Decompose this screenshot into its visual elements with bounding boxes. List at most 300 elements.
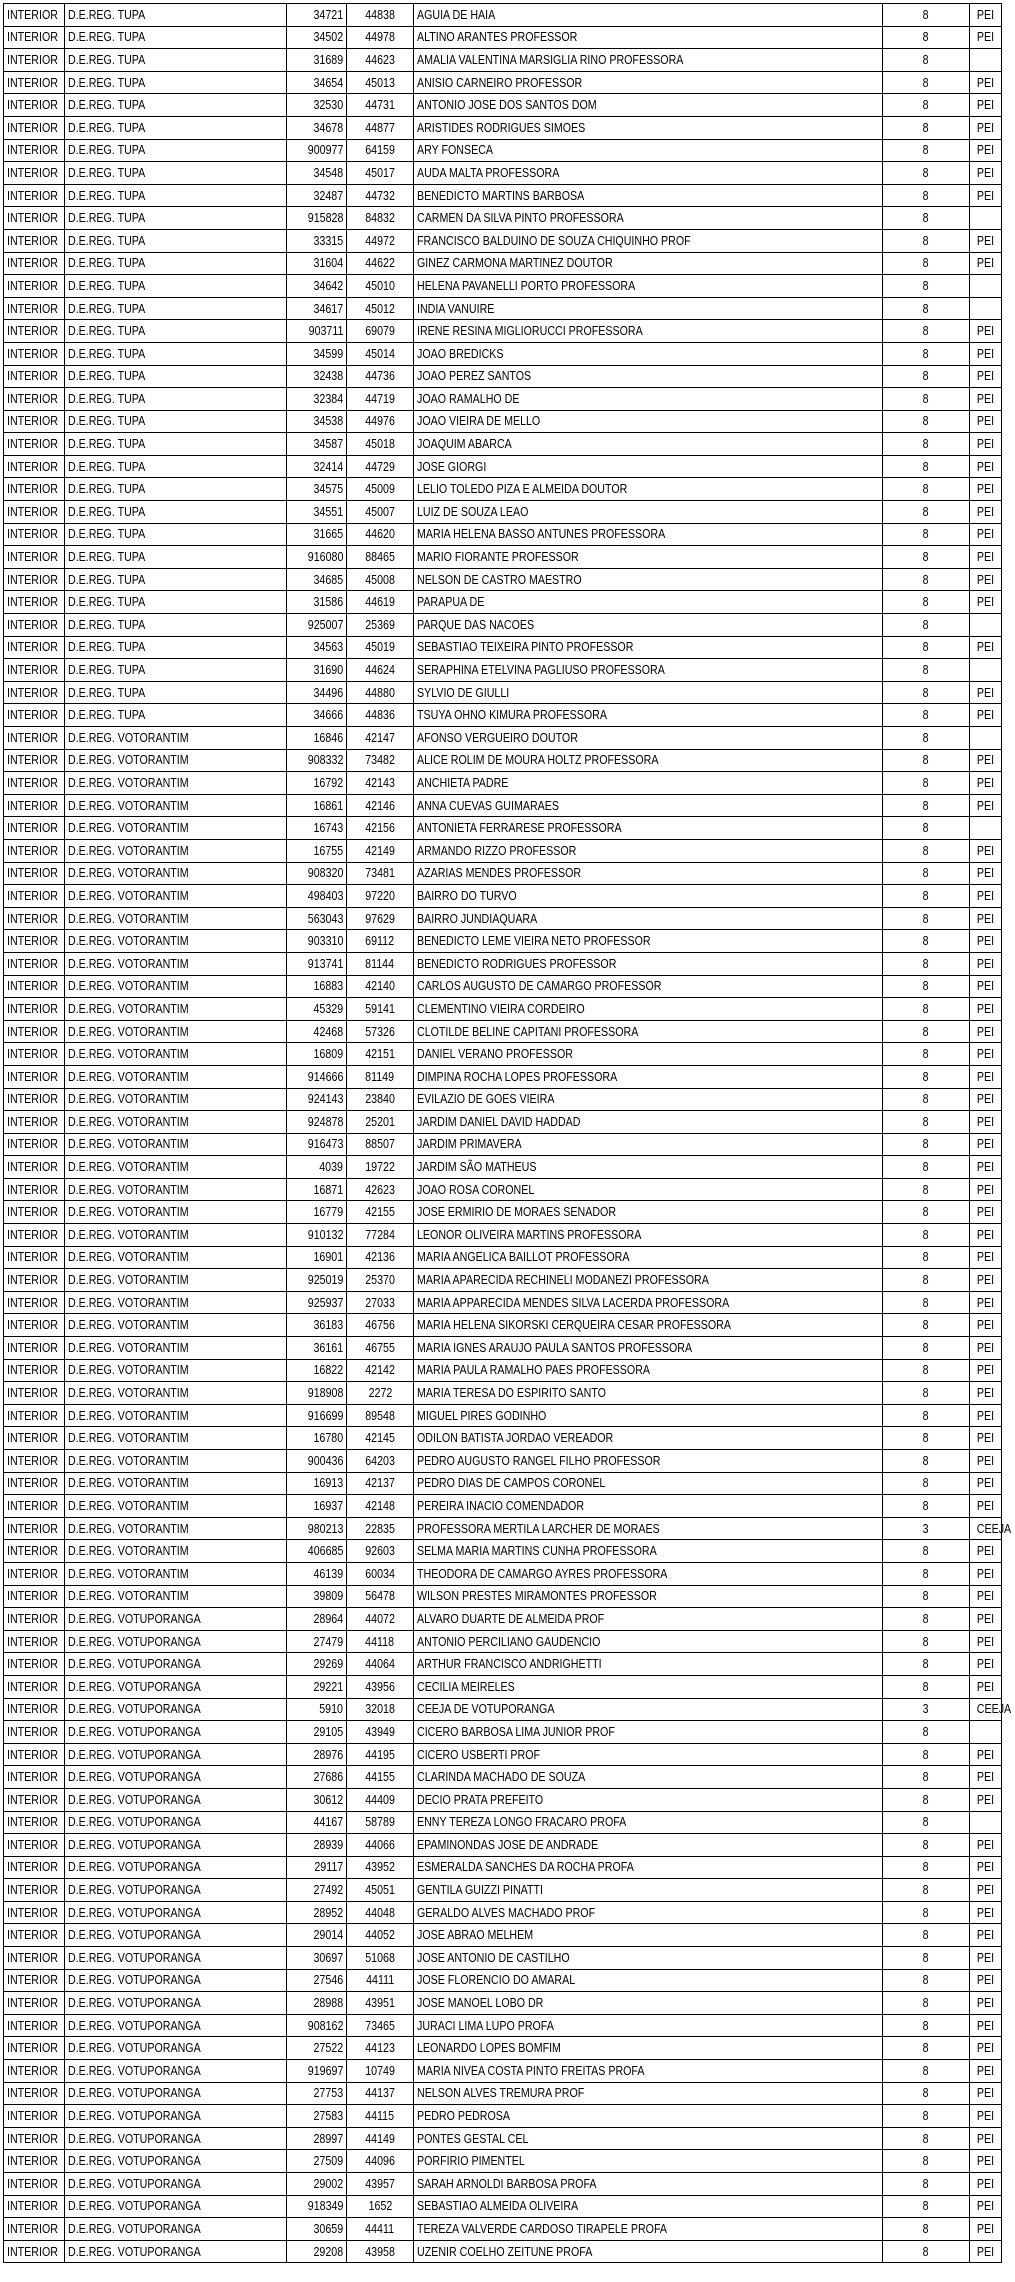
type-code-text: 8 [923,142,929,158]
cie-code-text: 27492 [313,1882,343,1898]
program-cell [970,1585,1002,1608]
type-code-text: 8 [923,2243,929,2259]
region-cell [4,252,65,275]
region-text: INTERIOR [7,1407,58,1423]
program-text: PEI [976,1543,995,1559]
school-name-cell [414,1675,883,1698]
program-cell [970,952,1002,975]
unit-code-cell [347,1788,414,1811]
type-code-text: 3 [923,1701,929,1717]
school-name-text: ENNY TEREZA LONGO FRACARO PROFA [417,1814,627,1830]
cie-code-text: 31690 [313,662,343,678]
region-cell [4,975,65,998]
region-text: INTERIOR [7,1091,58,1107]
directorate-text: D.E.REG. TUPA [68,707,146,723]
unit-code-cell [347,71,414,94]
program-cell [970,2150,1002,2173]
directorate-cell [65,1427,287,1450]
type-code-cell [883,1856,970,1879]
cie-code-cell [287,1811,347,1834]
cie-code-text: 34678 [313,119,343,135]
type-code-cell [883,1562,970,1585]
type-code-cell [883,907,970,930]
type-code-text: 8 [923,2040,929,2056]
region-text: INTERIOR [7,571,58,587]
school-list-table [3,3,1012,2263]
region-cell [4,2127,65,2150]
type-code-text: 8 [923,865,929,881]
program-text: PEI [976,1000,995,1016]
program-cell [970,71,1002,94]
school-name-text: SARAH ARNOLDI BARBOSA PROFA [417,2175,597,2191]
unit-code-text: 81149 [365,1068,395,1084]
region-text: INTERIOR [7,549,58,565]
program-text: PEI [976,865,995,881]
school-name-cell [414,636,883,659]
type-code-cell [883,1291,970,1314]
unit-code-text: 44066 [365,1836,395,1852]
type-code-cell [883,1427,970,1450]
directorate-text: D.E.REG. VOTUPORANGA [68,2198,201,2214]
cie-code-text: 916699 [307,1407,343,1423]
region-cell [4,501,65,524]
program-cell [970,546,1002,569]
directorate-cell [65,1630,287,1653]
directorate-text: D.E.REG. VOTORANTIM [68,1272,189,1288]
directorate-text: D.E.REG. VOTUPORANGA [68,2130,201,2146]
unit-code-cell [347,1540,414,1563]
type-code-text: 8 [923,1543,929,1559]
directorate-cell [65,1834,287,1857]
cie-code-cell [287,1721,347,1744]
school-name-cell [414,229,883,252]
type-code-text: 8 [923,887,929,903]
directorate-cell [65,1337,287,1360]
region-text: INTERIOR [7,51,58,67]
type-code-cell [883,772,970,795]
school-name-text: JOSE GIORGI [417,458,487,474]
program-text: PEI [976,1769,995,1785]
directorate-text: D.E.REG. VOTUPORANGA [68,1746,201,1762]
school-name-cell [414,1743,883,1766]
unit-code-text: 42623 [365,1181,395,1197]
unit-code-cell [347,1856,414,1879]
cie-code-cell [287,94,347,117]
table-row [4,26,1002,49]
unit-code-text: 77284 [365,1226,395,1242]
school-name-cell [414,342,883,365]
school-name-cell [414,162,883,185]
unit-code-cell [347,546,414,569]
directorate-text: D.E.REG. VOTUPORANGA [68,1814,201,1830]
program-cell [970,1608,1002,1631]
cie-code-text: 31689 [313,51,343,67]
cie-code-cell [287,523,347,546]
directorate-text: D.E.REG. TUPA [68,6,146,22]
program-text: PEI [976,232,995,248]
school-name-cell [414,388,883,411]
unit-code-cell [347,636,414,659]
table-row [4,2127,1002,2150]
program-text: PEI [976,119,995,135]
region-text: INTERIOR [7,1159,58,1175]
type-code-cell [883,2240,970,2263]
directorate-cell [65,930,287,953]
program-cell [970,478,1002,501]
unit-code-text: 73465 [365,2017,395,2033]
school-name-cell [414,749,883,772]
table-row [4,342,1002,365]
cie-code-text: 30659 [313,2220,343,2236]
directorate-text: D.E.REG. VOTUPORANGA [68,1836,201,1852]
program-cell [970,116,1002,139]
school-name-text: MARIA APARECIDA RECHINELI MODANEZI PROFESSORA [417,1272,709,1288]
cie-code-text: 34496 [313,684,343,700]
unit-code-cell [347,591,414,614]
table-row [4,252,1002,275]
program-text: PEI [976,1046,995,1062]
program-cell [970,388,1002,411]
program-cell [970,229,1002,252]
program-text: PEI [976,887,995,903]
cie-code-cell [287,839,347,862]
cie-code-cell [287,1269,347,1292]
region-cell [4,229,65,252]
program-text: PEI [976,1226,995,1242]
type-code-cell [883,478,970,501]
cie-code-text: 28988 [313,1995,343,2011]
program-cell [970,704,1002,727]
directorate-cell [65,229,287,252]
school-name-text: ARY FONSECA [417,142,494,158]
region-cell [4,1585,65,1608]
unit-code-text: 44624 [365,662,395,678]
table-row [4,478,1002,501]
school-name-cell [414,1450,883,1473]
unit-code-text: 73481 [365,865,395,881]
school-name-cell [414,975,883,998]
region-cell [4,1111,65,1134]
cie-code-cell [287,1495,347,1518]
unit-code-text: 44048 [365,1904,395,1920]
directorate-cell [65,727,287,750]
directorate-cell [65,2105,287,2128]
unit-code-text: 44409 [365,1791,395,1807]
school-name-cell [414,1721,883,1744]
region-cell [4,2195,65,2218]
unit-code-text: 56478 [365,1588,395,1604]
region-cell [4,1811,65,1834]
table-row [4,998,1002,1021]
directorate-text: D.E.REG. TUPA [68,390,146,406]
cie-code-text: 918349 [307,2198,343,2214]
unit-code-cell [347,4,414,27]
region-text: INTERIOR [7,1972,58,1988]
type-code-text: 8 [923,1836,929,1852]
region-text: INTERIOR [7,526,58,542]
cie-code-text: 563043 [307,910,343,926]
school-name-text: IRENE RESINA MIGLIORUCCI PROFESSORA [417,323,643,339]
unit-code-cell [347,229,414,252]
program-text: PEI [976,639,995,655]
cie-code-text: 28939 [313,1836,343,1852]
table-row [4,2195,1002,2218]
type-code-cell [883,2082,970,2105]
type-code-cell [883,1630,970,1653]
table-row [4,1585,1002,1608]
program-text: PEI [976,1497,995,1513]
type-code-text: 8 [923,277,929,293]
type-code-text: 8 [923,2198,929,2214]
region-text: INTERIOR [7,481,58,497]
unit-code-text: 44111 [365,1972,395,1988]
cie-code-cell [287,1540,347,1563]
table-row [4,1495,1002,1518]
unit-code-cell [347,1043,414,1066]
directorate-text: D.E.REG. VOTORANTIM [68,1226,189,1242]
cie-code-text: 16792 [313,774,343,790]
type-code-cell [883,2060,970,2083]
school-name-cell [414,1992,883,2015]
cie-code-text: 16937 [313,1497,343,1513]
region-cell [4,1404,65,1427]
school-name-cell [414,1834,883,1857]
program-text: PEI [976,2220,995,2236]
school-name-text: NELSON ALVES TREMURA PROF [417,2085,585,2101]
directorate-text: D.E.REG. VOTUPORANGA [68,2175,201,2191]
school-name-text: PEDRO PEDROSA [417,2108,511,2124]
type-code-cell [883,659,970,682]
cie-code-text: 27583 [313,2108,343,2124]
unit-code-text: 44736 [365,368,395,384]
program-text: PEI [976,1859,995,1875]
school-name-text: DANIEL VERANO PROFESSOR [417,1046,573,1062]
region-cell [4,207,65,230]
program-text: PEI [976,1249,995,1265]
table-row [4,1562,1002,1585]
school-name-text: ESMERALDA SANCHES DA ROCHA PROFA [417,1859,634,1875]
directorate-cell [65,1450,287,1473]
unit-code-cell [347,1653,414,1676]
school-name-cell [414,49,883,72]
directorate-text: D.E.REG. TUPA [68,29,146,45]
program-text: PEI [976,1836,995,1852]
school-name-text: CEEJA DE VOTUPORANGA [417,1701,555,1717]
cie-code-text: 925007 [307,616,343,632]
type-code-cell [883,1382,970,1405]
unit-code-text: 44155 [365,1769,395,1785]
cie-code-cell [287,1585,347,1608]
program-text: PEI [976,1181,995,1197]
unit-code-text: 44729 [365,458,395,474]
program-cell [970,433,1002,456]
type-code-text: 8 [923,458,929,474]
program-text: PEI [976,797,995,813]
type-code-text: 8 [923,29,929,45]
program-text: PEI [976,1294,995,1310]
directorate-text: D.E.REG. TUPA [68,210,146,226]
school-name-text: SEBASTIAO TEIXEIRA PINTO PROFESSOR [417,639,634,655]
unit-code-text: 27033 [365,1294,395,1310]
cie-code-text: 34548 [313,164,343,180]
region-text: INTERIOR [7,1836,58,1852]
type-code-text: 8 [923,1000,929,1016]
type-code-cell [883,1585,970,1608]
directorate-text: D.E.REG. VOTORANTIM [68,1000,189,1016]
table-row [4,1224,1002,1247]
unit-code-text: 44064 [365,1656,395,1672]
program-text: PEI [976,978,995,994]
program-cell [970,1178,1002,1201]
school-name-text: ALICE ROLIM DE MOURA HOLTZ PROFESSORA [417,752,659,768]
directorate-cell [65,1947,287,1970]
cie-code-text: 34685 [313,571,343,587]
directorate-cell [65,1111,287,1134]
table-row [4,455,1002,478]
school-name-text: BAIRRO DO TURVO [417,887,517,903]
region-text: INTERIOR [7,345,58,361]
school-name-text: DIMPINA ROCHA LOPES PROFESSORA [417,1068,618,1084]
program-text: PEI [976,1023,995,1039]
school-name-cell [414,207,883,230]
unit-code-text: 43949 [365,1723,395,1739]
directorate-cell [65,1766,287,1789]
table-row [4,297,1002,320]
program-text: PEI [976,481,995,497]
type-code-text: 8 [923,436,929,452]
cie-code-cell [287,1337,347,1360]
cie-code-cell [287,455,347,478]
table-row [4,907,1002,930]
unit-code-cell [347,614,414,637]
school-name-cell [414,2060,883,2083]
directorate-cell [65,139,287,162]
region-text: INTERIOR [7,1610,58,1626]
type-code-text: 8 [923,594,929,610]
cie-code-text: 32414 [313,458,343,474]
program-cell [970,1043,1002,1066]
type-code-text: 8 [923,955,929,971]
region-cell [4,1834,65,1857]
directorate-cell [65,2218,287,2241]
cie-code-text: 29117 [314,1859,343,1875]
school-name-text: JOAO RAMALHO DE [417,390,520,406]
program-cell [970,749,1002,772]
cie-code-cell [287,749,347,772]
directorate-cell [65,2240,287,2263]
cie-code-text: 27546 [313,1972,343,1988]
table-row [4,184,1002,207]
school-name-cell [414,184,883,207]
program-text: PEI [976,774,995,790]
region-text: INTERIOR [7,1723,58,1739]
school-name-text: MARIA PAULA RAMALHO PAES PROFESSORA [417,1362,651,1378]
program-cell [970,1992,1002,2015]
directorate-cell [65,26,287,49]
table-row [4,546,1002,569]
program-text: PEI [976,1452,995,1468]
cie-code-cell [287,975,347,998]
region-cell [4,817,65,840]
cie-code-text: 28964 [313,1610,343,1626]
unit-code-cell [347,817,414,840]
unit-code-cell [347,1630,414,1653]
table-row [4,2173,1002,2196]
unit-code-text: 69079 [365,323,395,339]
unit-code-text: 44411 [365,2220,395,2236]
region-text: INTERIOR [7,1430,58,1446]
unit-code-cell [347,952,414,975]
program-text: PEI [976,1927,995,1943]
program-cell [970,1743,1002,1766]
directorate-cell [65,388,287,411]
region-text: INTERIOR [7,842,58,858]
program-cell [970,1766,1002,1789]
school-name-text: ANTONIO PERCILIANO GAUDENCIO [417,1633,601,1649]
school-name-cell [414,1495,883,1518]
cie-code-cell [287,1314,347,1337]
table-row [4,1901,1002,1924]
region-cell [4,1653,65,1676]
type-code-cell [883,1088,970,1111]
unit-code-text: 51068 [365,1949,395,1965]
unit-code-cell [347,365,414,388]
cie-code-text: 31586 [313,594,343,610]
program-cell [970,568,1002,591]
cie-code-cell [287,501,347,524]
cie-code-cell [287,659,347,682]
type-code-cell [883,952,970,975]
region-text: INTERIOR [7,1746,58,1762]
directorate-cell [65,1562,287,1585]
table-row [4,1291,1002,1314]
type-code-text: 8 [923,1452,929,1468]
type-code-text: 8 [923,255,929,271]
school-name-text: PEDRO AUGUSTO RANGEL FILHO PROFESSOR [417,1452,661,1468]
unit-code-cell [347,342,414,365]
directorate-cell [65,568,287,591]
program-cell [970,1314,1002,1337]
unit-code-text: 32018 [365,1701,395,1717]
school-name-text: JURACI LIMA LUPO PROFA [417,2017,554,2033]
directorate-text: D.E.REG. VOTORANTIM [68,1181,189,1197]
type-code-cell [883,4,970,27]
school-name-cell [414,4,883,27]
program-text: PEI [976,1972,995,1988]
program-cell [970,1246,1002,1269]
program-text: PEI [976,1656,995,1672]
cie-code-cell [287,1450,347,1473]
program-cell [970,455,1002,478]
table-row [4,636,1002,659]
cie-code-cell [287,2195,347,2218]
unit-code-text: 44976 [365,413,395,429]
school-name-cell [414,433,883,456]
type-code-text: 8 [923,1249,929,1265]
cie-code-text: 16913 [313,1475,343,1491]
program-cell [970,1788,1002,1811]
unit-code-cell [347,523,414,546]
type-code-cell [883,1314,970,1337]
school-name-cell [414,1562,883,1585]
region-cell [4,772,65,795]
table-row [4,952,1002,975]
table-row [4,4,1002,27]
unit-code-text: 89548 [365,1407,395,1423]
cie-code-cell [287,1517,347,1540]
directorate-text: D.E.REG. VOTORANTIM [68,1249,189,1265]
directorate-text: D.E.REG. VOTORANTIM [68,1497,189,1513]
